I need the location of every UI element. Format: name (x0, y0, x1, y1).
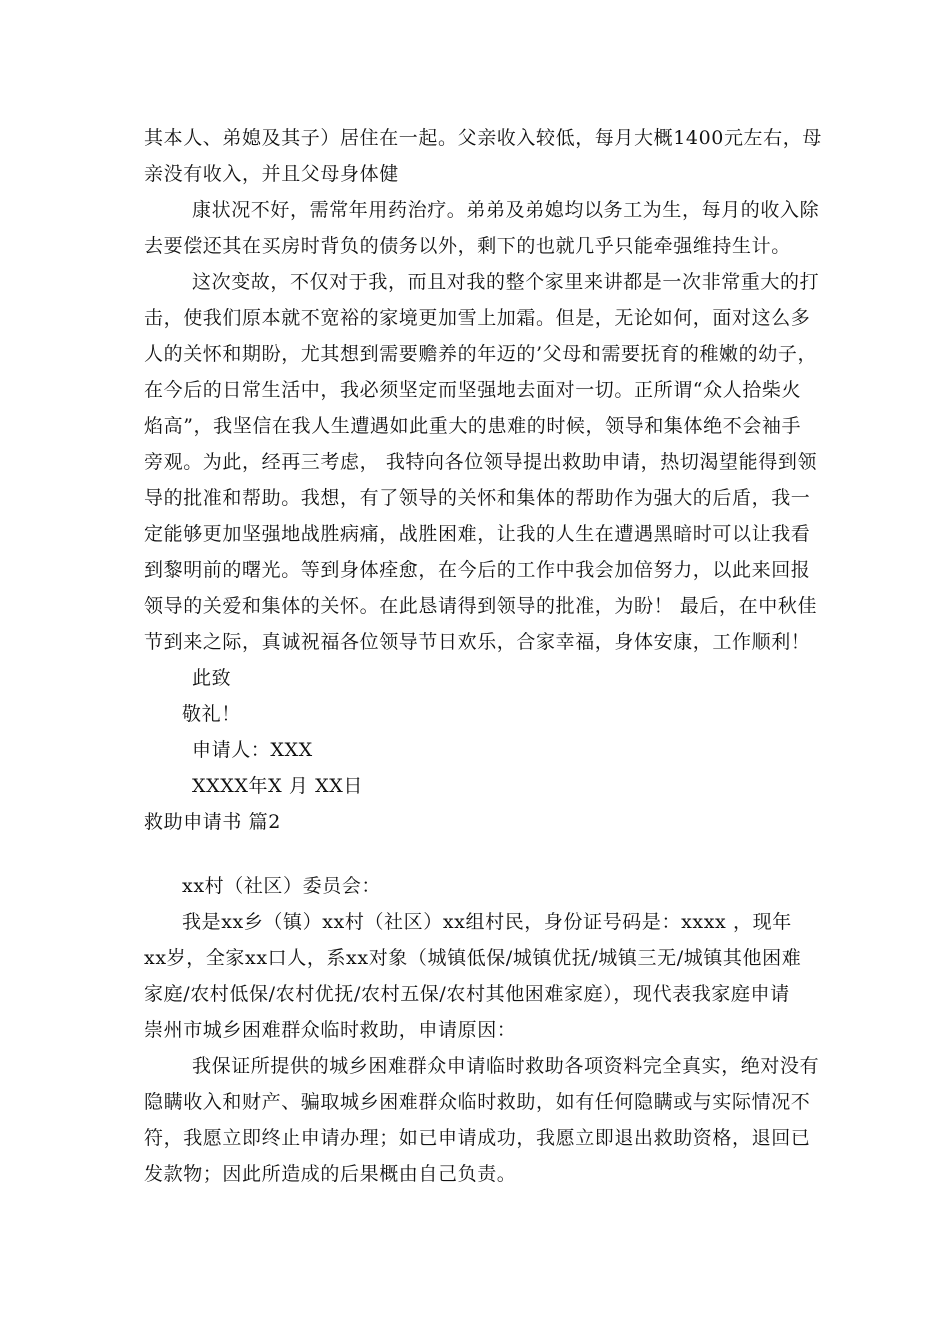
text-line: 家庭/农村低保/农村优抚/农村五保/农村其他困难家庭），现代表我家庭申请 (144, 983, 790, 1005)
text-line: 我保证所提供的城乡困难群众申请临时救助各项资料完全真实，绝对没有 (192, 1055, 820, 1077)
text-line: 亲没有收入，并且父母身体健 (144, 163, 399, 185)
text-line: 隐瞒收入和财产、骗取城乡困难群众临时救助，如有任何隐瞒或与实际情况不 (144, 1091, 811, 1113)
text-line: 发款物；因此所造成的后果概由自己负责。 (144, 1163, 517, 1185)
text-line: 其本人、弟媳及其子）居住在一起。父亲收入较低，每月大概1400元左右，母 (144, 127, 822, 149)
text-line: 这次变故，不仅对于我，而且对我的整个家里来讲都是一次非常重大的打 (192, 271, 820, 293)
closing-line: 此致 (192, 667, 232, 689)
text-line: xx岁，全家xx口人，系xx对象（城镇低保/城镇优抚/城镇三无/城镇其他困难 (144, 947, 802, 969)
text-line: 领导的关爱和集体的关怀。在此恳请得到领导的批准，为盼！ 最后，在中秋佳 (144, 595, 818, 617)
text-line: 符，我愿立即终止申请办理；如已申请成功，我愿立即退出救助资格，退回已 (144, 1127, 811, 1149)
date-line: XXXX年X 月 XX日 (192, 775, 363, 797)
text-line: 节到来之际，真诚祝福各位领导节日欢乐，合家幸福，身体安康，工作顺利！ (144, 631, 811, 653)
salutation-line: 敬礼！ (182, 703, 241, 725)
text-line: 导的批准和帮助。我想，有了领导的关怀和集体的帮助作为强大的后盾，我一 (144, 487, 811, 509)
text-line: 旁观。为此，经再三考虑， 我特向各位领导提出救助申请，热切渴望能得到领 (144, 451, 818, 473)
text-line: 焰高”，我坚信在我人生遭遇如此重大的患难的时候，领导和集体绝不会袖手 (144, 415, 802, 437)
applicant-line: 申请人：XXX (192, 739, 313, 761)
text-line: 击，使我们原本就不宽裕的家境更加雪上加霜。但是，无论如何，面对这么多 (144, 307, 811, 329)
text-line: 康状况不好，需常年用药治疗。弟弟及弟媳均以务工为生，每月的收入除 (192, 199, 820, 221)
text-line: 定能够更加坚强地战胜病痛，战胜困难，让我的人生在遭遇黑暗时可以让我看 (144, 523, 811, 545)
text-line: 崇州市城乡困难群众临时救助，申请原因： (144, 1019, 517, 1041)
text-line: 去要偿还其在买房时背负的债务以外，剩下的也就几乎只能牵强维持生计。 (144, 235, 791, 257)
addressee-line: xx村（社区）委员会： (182, 875, 382, 897)
text-line: 人的关怀和期盼，尤其想到需要赡养的年迈的’父母和需要抚育的稚嫩的幼子， (144, 343, 818, 365)
section-title: 救助申请书 篇2 (144, 811, 281, 833)
text-line: 在今后的日常生活中，我必须坚定而坚强地去面对一切。正所谓“众人拾柴火 (144, 379, 802, 401)
text-line: 到黎明前的曙光。等到身体痊愈，在今后的工作中我会加倍努力，以此来回报 (144, 559, 811, 581)
text-line: 我是xx乡（镇）xx村（社区）xx组村民，身份证号码是：xxxx ，现年 (182, 911, 792, 933)
